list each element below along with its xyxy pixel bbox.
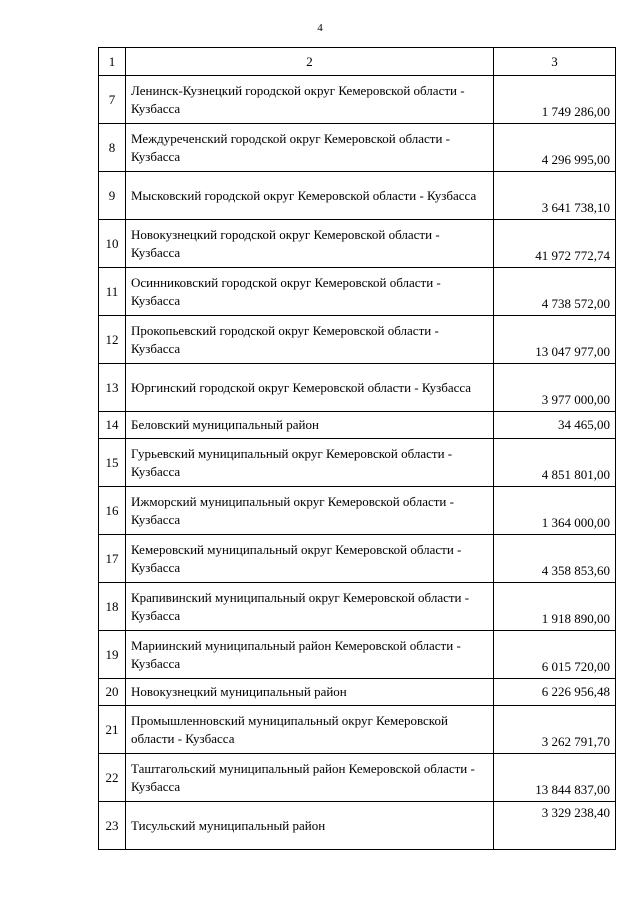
table-row — [99, 439, 616, 487]
amount: 3 329 238,40 — [494, 802, 616, 850]
amount: 3 977 000,00 — [494, 364, 616, 412]
table-row — [99, 76, 616, 124]
table-row — [99, 583, 616, 631]
row-number: 7 — [99, 76, 126, 124]
table-row — [99, 412, 616, 439]
budget-table — [98, 47, 616, 850]
amount: 13 844 837,00 — [494, 754, 616, 802]
municipality-name: Ижморский муниципальный округ Кемеровской области - Кузбасса — [126, 487, 494, 535]
column-header-3: 3 — [494, 48, 616, 76]
amount: 34 465,00 — [494, 412, 616, 439]
amount: 3 641 738,10 — [494, 172, 616, 220]
municipality-name: Крапивинский муниципальный округ Кемеровской области - Кузбасса — [126, 583, 494, 631]
amount: 3 262 791,70 — [494, 706, 616, 754]
row-number: 8 — [99, 124, 126, 172]
row-number: 18 — [99, 583, 126, 631]
row-number: 23 — [99, 802, 126, 850]
table-row — [99, 535, 616, 583]
table-header-row — [99, 48, 616, 76]
row-number: 11 — [99, 268, 126, 316]
municipality-name: Осинниковский городской округ Кемеровской области - Кузбасса — [126, 268, 494, 316]
amount: 6 226 956,48 — [494, 679, 616, 706]
row-number: 13 — [99, 364, 126, 412]
amount: 1 749 286,00 — [494, 76, 616, 124]
table-row — [99, 631, 616, 679]
row-number: 19 — [99, 631, 126, 679]
table-row — [99, 679, 616, 706]
amount: 4 851 801,00 — [494, 439, 616, 487]
amount: 13 047 977,00 — [494, 316, 616, 364]
row-number: 16 — [99, 487, 126, 535]
amount: 1 364 000,00 — [494, 487, 616, 535]
table-row — [99, 316, 616, 364]
table-row — [99, 754, 616, 802]
amount: 4 296 995,00 — [494, 124, 616, 172]
municipality-name: Тисульский муниципальный район — [126, 802, 494, 850]
table-row — [99, 220, 616, 268]
row-number: 21 — [99, 706, 126, 754]
column-header-1: 1 — [99, 48, 126, 76]
row-number: 14 — [99, 412, 126, 439]
column-header-2: 2 — [126, 48, 494, 76]
row-number: 20 — [99, 679, 126, 706]
row-number: 15 — [99, 439, 126, 487]
table-row — [99, 364, 616, 412]
municipality-name: Мысковский городской округ Кемеровской области - Кузбасса — [126, 172, 494, 220]
municipality-name: Таштагольский муниципальный район Кемеровской области - Кузбасса — [126, 754, 494, 802]
municipality-name: Прокопьевский городской округ Кемеровской области - Кузбасса — [126, 316, 494, 364]
row-number: 17 — [99, 535, 126, 583]
table-row — [99, 172, 616, 220]
municipality-name: Беловский муниципальный район — [126, 412, 494, 439]
amount: 4 738 572,00 — [494, 268, 616, 316]
table-row — [99, 268, 616, 316]
row-number: 9 — [99, 172, 126, 220]
municipality-name: Юргинский городской округ Кемеровской области - Кузбасса — [126, 364, 494, 412]
amount: 6 015 720,00 — [494, 631, 616, 679]
municipality-name: Междуреченский городской округ Кемеровской области - Кузбасса — [126, 124, 494, 172]
municipality-name: Мариинский муниципальный район Кемеровской области - Кузбасса — [126, 631, 494, 679]
municipality-name: Новокузнецкий муниципальный район — [126, 679, 494, 706]
row-number: 12 — [99, 316, 126, 364]
table-row — [99, 706, 616, 754]
municipality-name: Кемеровский муниципальный округ Кемеровской области - Кузбасса — [126, 535, 494, 583]
page-number: 4 — [317, 22, 323, 34]
municipality-name: Ленинск-Кузнецкий городской округ Кемеровской области - Кузбасса — [126, 76, 494, 124]
municipality-name: Гурьевский муниципальный округ Кемеровской области - Кузбасса — [126, 439, 494, 487]
amount: 1 918 890,00 — [494, 583, 616, 631]
municipality-name: Новокузнецкий городской округ Кемеровской области - Кузбасса — [126, 220, 494, 268]
table-row — [99, 802, 616, 850]
table-row — [99, 487, 616, 535]
municipality-name: Промышленновский муниципальный округ Кемеровской области - Кузбасса — [126, 706, 494, 754]
row-number: 10 — [99, 220, 126, 268]
amount: 4 358 853,60 — [494, 535, 616, 583]
table-row — [99, 124, 616, 172]
amount: 41 972 772,74 — [494, 220, 616, 268]
row-number: 22 — [99, 754, 126, 802]
